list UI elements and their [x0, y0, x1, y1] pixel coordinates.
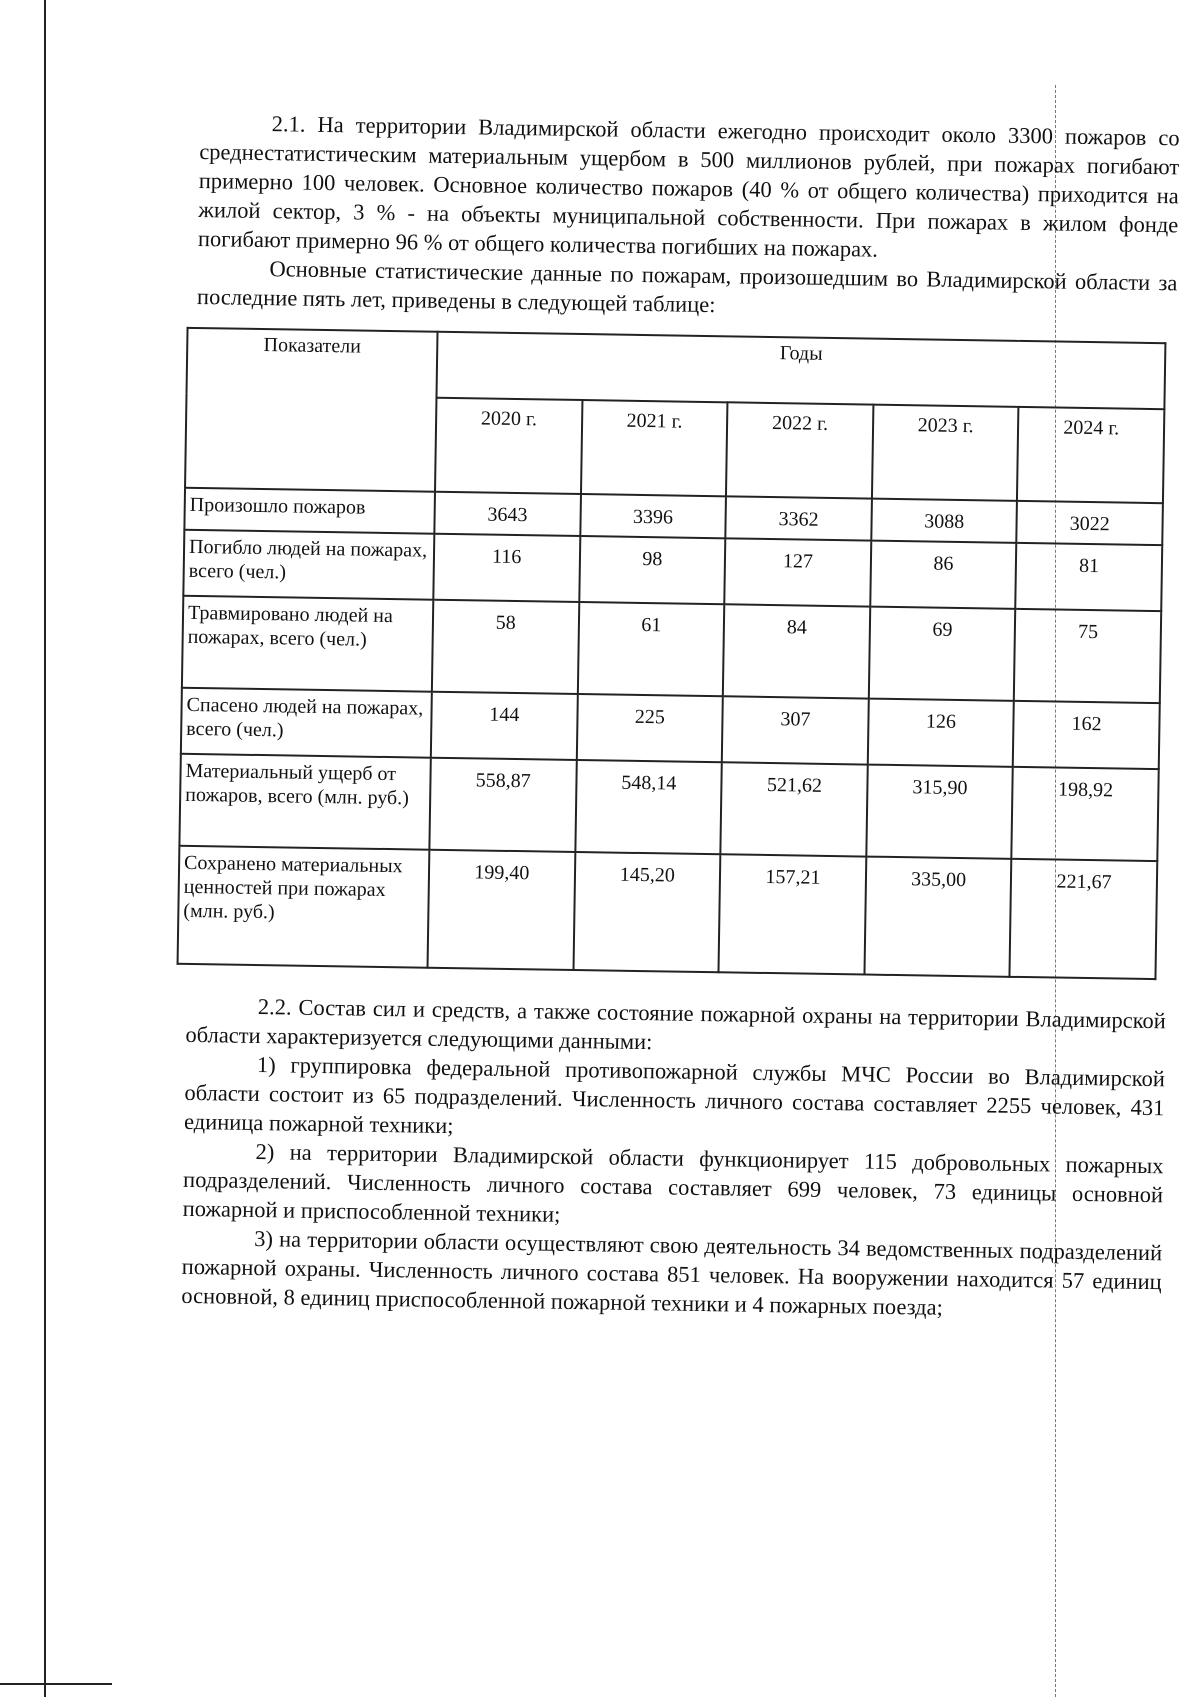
cell-value: 75	[1014, 609, 1161, 703]
cell-value: 157,21	[719, 854, 866, 974]
cell-value: 69	[869, 607, 1016, 701]
list-item-1: 1) группировка федеральной противопожарной службы МЧС России во Владимирской области состоит из 65 подразделений. Численность личного состава составляет 2255 человек, 431 единица пожарной техники;	[183, 1052, 1166, 1139]
cell-value: 548,14	[575, 760, 722, 854]
cell-value: 3362	[725, 496, 871, 540]
row-label: Погибло людей на пожарах, всего (чел.)	[183, 530, 434, 600]
row-label: Сохранено материальных ценностей при пожарах (млн. руб.)	[178, 846, 430, 968]
indicator-header: Показатели	[185, 328, 437, 492]
cell-value: 86	[870, 541, 1017, 609]
row-label: Спасено людей на пожарах, всего (чел.)	[181, 688, 432, 758]
cell-value: 558,87	[429, 758, 576, 852]
table-row	[178, 846, 1158, 979]
year-header: 2024 г.	[1017, 407, 1164, 503]
cell-value: 335,00	[864, 857, 1011, 977]
list-item-2: 2) на территории Владимирской области функционирует 115 добровольных пожарных подразделений. Численность личного состава составляет 699 человек, 73 единицы основной пожарной и приспособленной техники;	[182, 1139, 1164, 1227]
cell-value: 221,67	[1010, 859, 1157, 979]
cell-value: 61	[577, 602, 724, 696]
cell-value: 3643	[434, 492, 580, 536]
cell-value: 144	[431, 692, 578, 760]
year-header: 2020 г.	[435, 398, 582, 494]
cell-value: 116	[433, 534, 580, 602]
row-label: Материальный ущерб от пожаров, всего (млн. руб.)	[179, 754, 430, 850]
cell-value: 81	[1016, 543, 1163, 611]
row-label: Произошло пожаров	[184, 488, 435, 534]
paragraph-2-1: 2.1. На территории Владимирской области ежегодно происходит около 3300 пожаров со среднестатистическим материальным ущербом в 500 миллионов рублей, при пожарах погибают примерно 100 человек. Основное количество пожаров (40 % от общего количества) приходится на жилой сектор, 3 % - на объекты муниципальной собственности. При пожарах в жилом фонде погибают примерно 96 % от общего количества погибших на пожарах.	[197, 111, 1180, 262]
cell-value: 3396	[580, 494, 726, 538]
cell-value: 58	[432, 600, 579, 694]
list-item-3: 3) на территории области осуществляют свою деятельность 34 ведомственных подразделений пожарной охраны. Численность личного состава 851 человек. На вооружении находится 57 единиц основной, 8 единиц приспособленной пожарной техники и 4 пожарных поезда;	[181, 1225, 1163, 1320]
table-header-row	[187, 328, 1166, 409]
row-label: Травмировано людей на пожарах, всего (чел.)	[182, 596, 433, 692]
fire-statistics-table	[177, 327, 1167, 980]
years-header: Годы	[436, 332, 1165, 409]
document-content	[181, 108, 1180, 1325]
table-row	[179, 754, 1158, 861]
cell-value: 307	[722, 696, 869, 764]
cell-value: 126	[868, 699, 1015, 767]
cell-value: 145,20	[573, 852, 720, 972]
cell-value: 3088	[871, 499, 1017, 543]
cell-value: 198,92	[1012, 767, 1159, 861]
paragraph-2-2: 2.2. Состав сил и средств, а также состояние пожарной охраны на территории Владимирской области характеризуется следующими данными:	[185, 994, 1166, 1055]
cell-value: 315,90	[866, 765, 1013, 859]
cell-value: 3022	[1017, 501, 1163, 545]
paragraph-table-intro: Основные статистические данные по пожарам, произошедшим во Владимирской области за последние пять лет, приведены в следующей таблице:	[196, 256, 1178, 318]
binding-margin-line	[44, 0, 46, 1697]
table-row	[182, 596, 1161, 703]
cell-value: 521,62	[721, 762, 868, 856]
year-header: 2023 г.	[872, 405, 1019, 501]
cell-value: 225	[576, 694, 723, 762]
cell-value: 127	[724, 538, 871, 606]
cell-value: 98	[579, 536, 726, 604]
cell-value: 199,40	[428, 850, 575, 970]
year-header: 2022 г.	[726, 402, 873, 498]
bottom-margin-mark	[0, 1683, 112, 1685]
cell-value: 162	[1013, 701, 1160, 769]
year-header: 2021 г.	[581, 400, 728, 496]
cell-value: 84	[723, 604, 870, 698]
